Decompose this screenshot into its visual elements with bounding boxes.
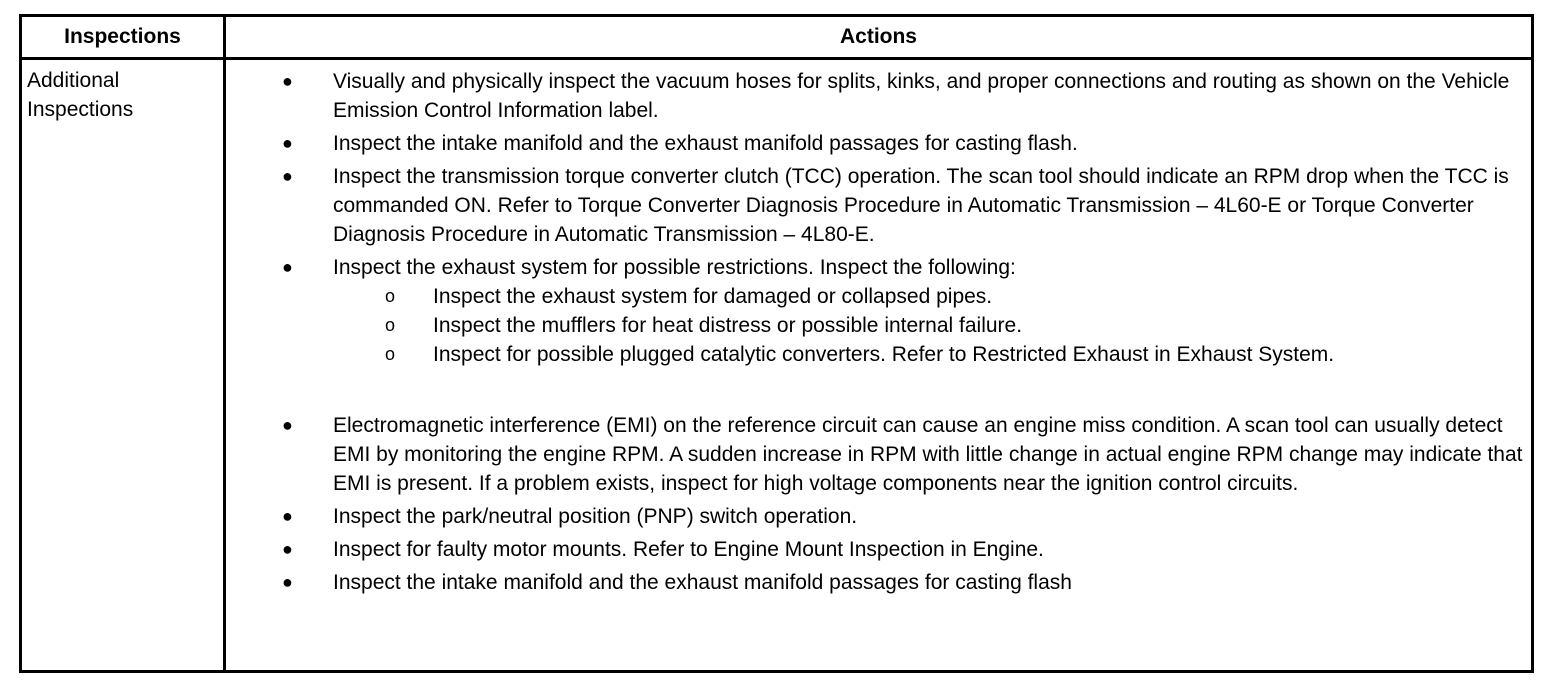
action-text: Visually and physically inspect the vacuum hoses for splits, kinks, and proper connections and routing as shown on the Vehicle Emission Control Information label.: [333, 70, 1510, 122]
action-text: Inspect for faulty motor mounts. Refer to Engine Mount Inspection in Engine.: [333, 538, 1044, 561]
sub-action-list: [333, 282, 1526, 369]
action-item: [226, 253, 1526, 369]
action-item: [226, 129, 1526, 158]
sub-action-item: [333, 340, 1526, 369]
action-text: Inspect the exhaust system for possible restrictions. Inspect the following:: [333, 256, 1016, 279]
hollow-bullet-icon: o: [385, 344, 396, 364]
category-label: Additional Inspections: [27, 69, 134, 121]
action-item: [226, 535, 1526, 564]
action-item: [226, 568, 1526, 597]
bullet-icon: ●: [282, 166, 293, 186]
action-item: [226, 411, 1526, 498]
sub-action-text: Inspect the mufflers for heat distress or possible internal failure.: [433, 314, 1023, 337]
header-actions: Actions: [839, 25, 917, 48]
action-text: Electromagnetic interference (EMI) on the reference circuit can cause an engine miss condition. A scan tool can usually detect EMI by monitoring the engine RPM. A sudden increase in RPM with little change in actual engine RPM change may indicate that EMI is present. If a problem exists, inspect for high voltage components near the ignition control circuits.: [333, 414, 1523, 495]
bullet-icon: ●: [282, 572, 293, 592]
hollow-bullet-icon: o: [385, 286, 396, 306]
bullet-icon: ●: [282, 415, 293, 435]
sub-action-item: [333, 311, 1526, 340]
bullet-icon: ●: [282, 133, 293, 153]
action-text: Inspect the transmission torque converter clutch (TCC) operation. The scan tool should indicate an RPM drop when the TCC is commanded ON. Refer to Torque Converter Diagnosis Procedure in Automatic Transmission – 4L60-E or Torque Converter Diagnosis Procedure in Automatic Transmission – 4L80-E.: [333, 165, 1509, 246]
bullet-icon: ●: [282, 71, 293, 91]
action-text: Inspect the park/neutral position (PNP) switch operation.: [333, 505, 858, 528]
action-text: Inspect the intake manifold and the exhaust manifold passages for casting flash.: [333, 132, 1078, 155]
hollow-bullet-icon: o: [385, 315, 396, 335]
header-inspections: Inspections: [64, 25, 181, 48]
header-divider: [22, 57, 1531, 60]
action-item: [226, 67, 1526, 125]
inspection-table: [19, 14, 1534, 673]
action-text: Inspect the intake manifold and the exhaust manifold passages for casting flash: [333, 571, 1072, 594]
bullet-icon: ●: [282, 539, 293, 559]
sub-action-item: [333, 282, 1526, 311]
action-item: [226, 162, 1526, 249]
action-item: [226, 502, 1526, 531]
actions-list: [226, 67, 1526, 597]
sub-action-text: Inspect for possible plugged catalytic converters. Refer to Restricted Exhaust in Exhaust System.: [433, 343, 1335, 366]
sub-action-text: Inspect the exhaust system for damaged or collapsed pipes.: [433, 285, 993, 308]
bullet-icon: ●: [282, 506, 293, 526]
bullet-icon: ●: [282, 257, 293, 277]
